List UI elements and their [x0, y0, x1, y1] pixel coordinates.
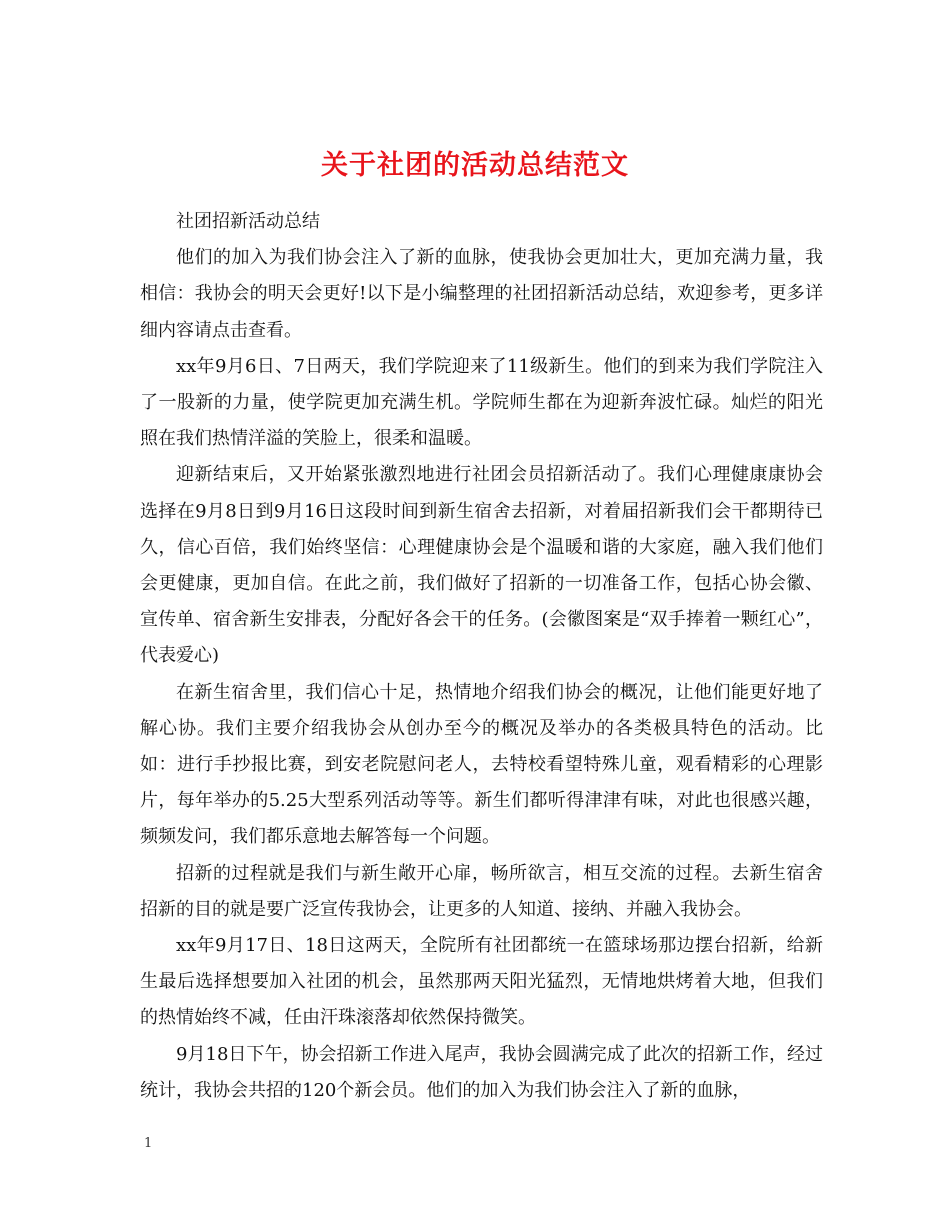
- paragraph-3: xx年9月6日、7日两天，我们学院迎来了11级新生。他们的到来为我们学院注入了一股新的力量，使学院更加充满生机。学院师生都在为迎新奔波忙碌。灿烂的阳光照在我们热情洋溢的笑脸上，很柔和温暖。: [140, 355, 823, 450]
- paragraph-4: 迎新结束后，又开始紧张激烈地进行社团会员招新活动了。我们心理健康康协会选择在9月8日到9月16日这段时间到新生宿舍去招新，对着届招新我们会干都期待已久，信心百倍，我们始终坚信：心理健康协会是个温暖和谐的大家庭，融入我们他们会更健康，更加自信。在此之前，我们做好了招新的一切准备工作，包括心协会徽、宣传单、宿舍新生安排表，分配好各会干的任务。(会徽图案是“双手捧着一颗红心”，代表爱心): [140, 464, 823, 667]
- paragraph-1: 社团招新活动总结: [176, 211, 320, 232]
- document-body: [140, 204, 823, 1109]
- page-number: 1: [144, 1136, 153, 1151]
- paragraph-5: 在新生宿舍里，我们信心十足，热情地介绍我们协会的概况，让他们能更好地了解心协。我们主要介绍我协会从创办至今的概况及举办的各类极具特色的活动。比如：进行手抄报比赛，到安老院慰问老人，去特校看望特殊儿童，观看精彩的心理影片，每年举办的5.25大型系列活动等等。新生们都听得津津有味，对此也很感兴趣，频频发问，我们都乐意地去解答每一个问题。: [140, 681, 823, 848]
- paragraph-8: 9月18日下午，协会招新工作进入尾声，我协会圆满完成了此次的招新工作，经过统计，我协会共招的120个新会员。他们的加入为我们协会注入了新的血脉，: [140, 1043, 823, 1101]
- paragraph-7: xx年9月17日、18日这两天，全院所有社团都统一在篮球场那边摆台招新，给新生最后选择想要加入社团的机会，虽然那两天阳光猛烈，无情地烘烤着大地，但我们的热情始终不减，任由汗珠滚落却依然保持微笑。: [140, 935, 823, 1029]
- paragraph-2: 他们的加入为我们协会注入了新的血脉，使我协会更加壮大，更加充满力量，我相信：我协会的明天会更好!以下是小编整理的社团招新活动总结，欢迎参考，更多详细内容请点击查看。: [140, 247, 823, 341]
- document-title: 关于社团的活动总结范文: [321, 150, 629, 182]
- paragraph-6: 招新的过程就是我们与新生敞开心扉，畅所欲言，相互交流的过程。去新生宿舍招新的目的就是要广泛宣传我协会，让更多的人知道、接纳、并融入我协会。: [140, 862, 823, 920]
